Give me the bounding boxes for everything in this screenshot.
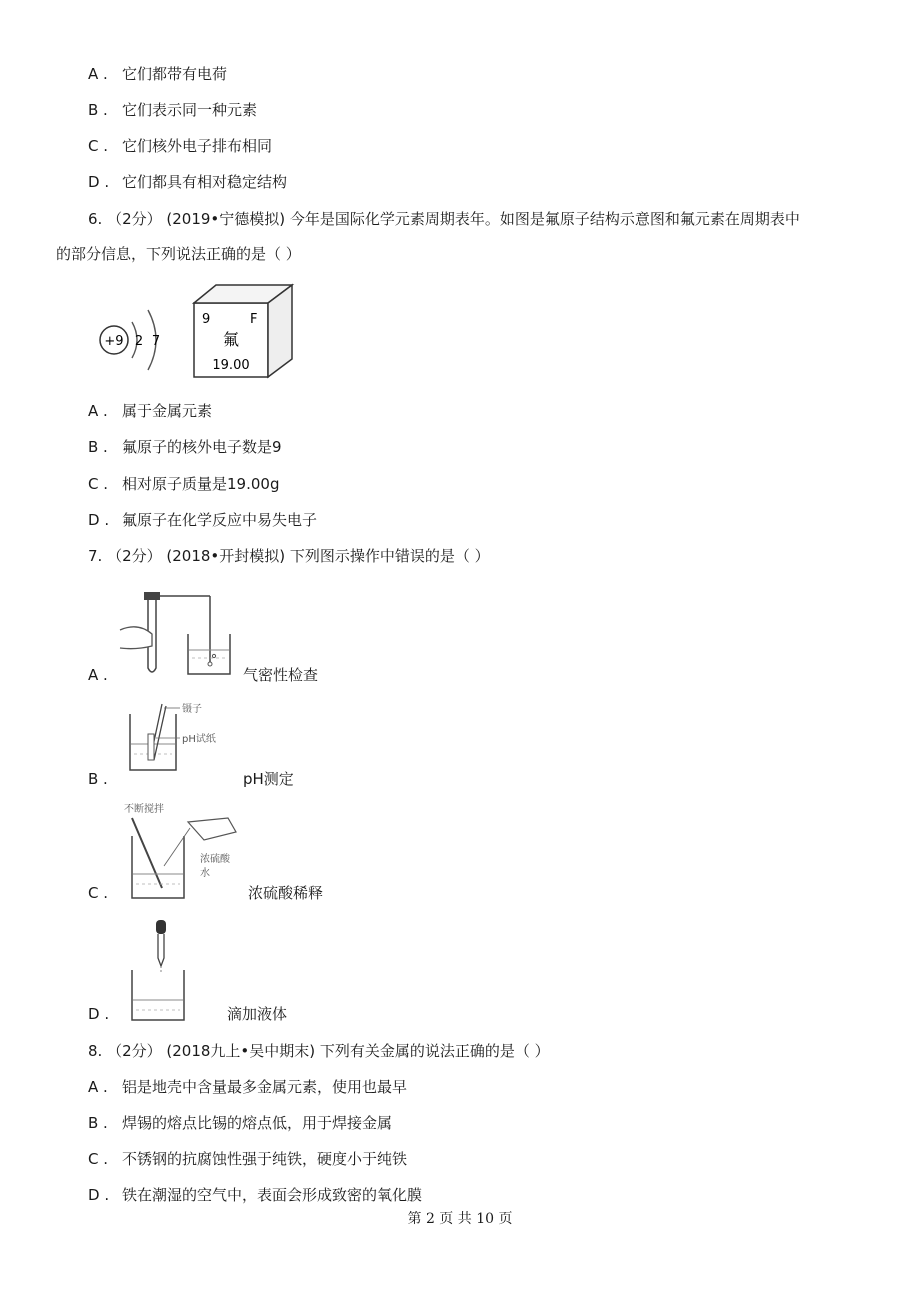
q7-option-a: A . (88, 666, 108, 684)
q8-option-d: D . 铁在潮湿的空气中，表面会形成致密的氧化膜 (88, 1186, 423, 1204)
ph-paper-label: pH试纸 (182, 734, 216, 745)
fluorine-atom-diagram (92, 290, 172, 390)
tweezers-label: 镊子 (182, 704, 202, 715)
page-footer: 第 2 页 共 10 页 (407, 1211, 513, 1227)
q6-stem-line2: 的部分信息，下列说法正确的是（ ） (56, 245, 301, 263)
q7-option-b-text: pH测定 (243, 770, 294, 788)
q8-option-c: C . 不锈钢的抗腐蚀性强于纯铁，硬度小于纯铁 (88, 1150, 408, 1168)
q5-option-a: A . 它们都带有电荷 (88, 65, 228, 83)
fluorine-element-cell (192, 283, 296, 379)
q8-option-b: B . 焊锡的熔点比锡的熔点低，用于焊接金属 (88, 1114, 393, 1132)
q6-option-a: A . 属于金属元素 (88, 402, 213, 420)
q7-option-d-text: 滴加液体 (227, 1005, 288, 1023)
airtightness-check-illustration (118, 590, 240, 682)
acid-label: 浓硫酸 (200, 854, 230, 865)
nucleus-charge: +9 (104, 334, 124, 349)
q7-option-c-text: 浓硫酸稀释 (248, 884, 324, 902)
q7-option-b: B . (88, 770, 108, 788)
q7-stem: 7. （2分） (2018•开封模拟) 下列图示操作中错误的是（ ） (88, 547, 490, 565)
q5-option-d: D . 它们都具有相对稳定结构 (88, 173, 288, 191)
water-label: 水 (200, 868, 210, 879)
q8-option-a: A . 铝是地壳中含量最多金属元素，使用也最早 (88, 1078, 408, 1096)
q8-stem: 8. （2分） (2018九上•吴中期末) 下列有关金属的说法正确的是（ ） (88, 1042, 550, 1060)
element-symbol: F (250, 312, 258, 327)
q7-option-c: C . (88, 884, 109, 902)
element-name: 氟 (222, 330, 240, 349)
q6-option-b: B . 氟原子的核外电子数是9 (88, 438, 282, 456)
atomic-number: 9 (202, 312, 211, 327)
stirring-label: 不断搅拌 (124, 804, 164, 815)
q6-option-d: D . 氟原子在化学反应中易失电子 (88, 511, 318, 529)
dropper-illustration (126, 918, 196, 1022)
acid-dilution-illustration (118, 800, 242, 904)
shell-1-count: 2 (134, 334, 144, 349)
q5-option-b: B . 它们表示同一种元素 (88, 101, 258, 119)
shell-2-count: 7 (151, 334, 161, 349)
ph-test-illustration (124, 698, 224, 774)
q7-option-d: D . (88, 1005, 110, 1023)
atomic-mass: 19.00 (212, 358, 250, 373)
q5-option-c: C . 它们核外电子排布相同 (88, 137, 273, 155)
q6-option-c: C . 相对原子质量是19.00g (88, 475, 280, 493)
q6-stem-line1: 6. （2分） (2019•宁德模拟) 今年是国际化学元素周期表年。如图是氟原子结构示意图和氟元素在周期表中 (88, 210, 800, 228)
q7-option-a-text: 气密性检查 (243, 666, 319, 684)
